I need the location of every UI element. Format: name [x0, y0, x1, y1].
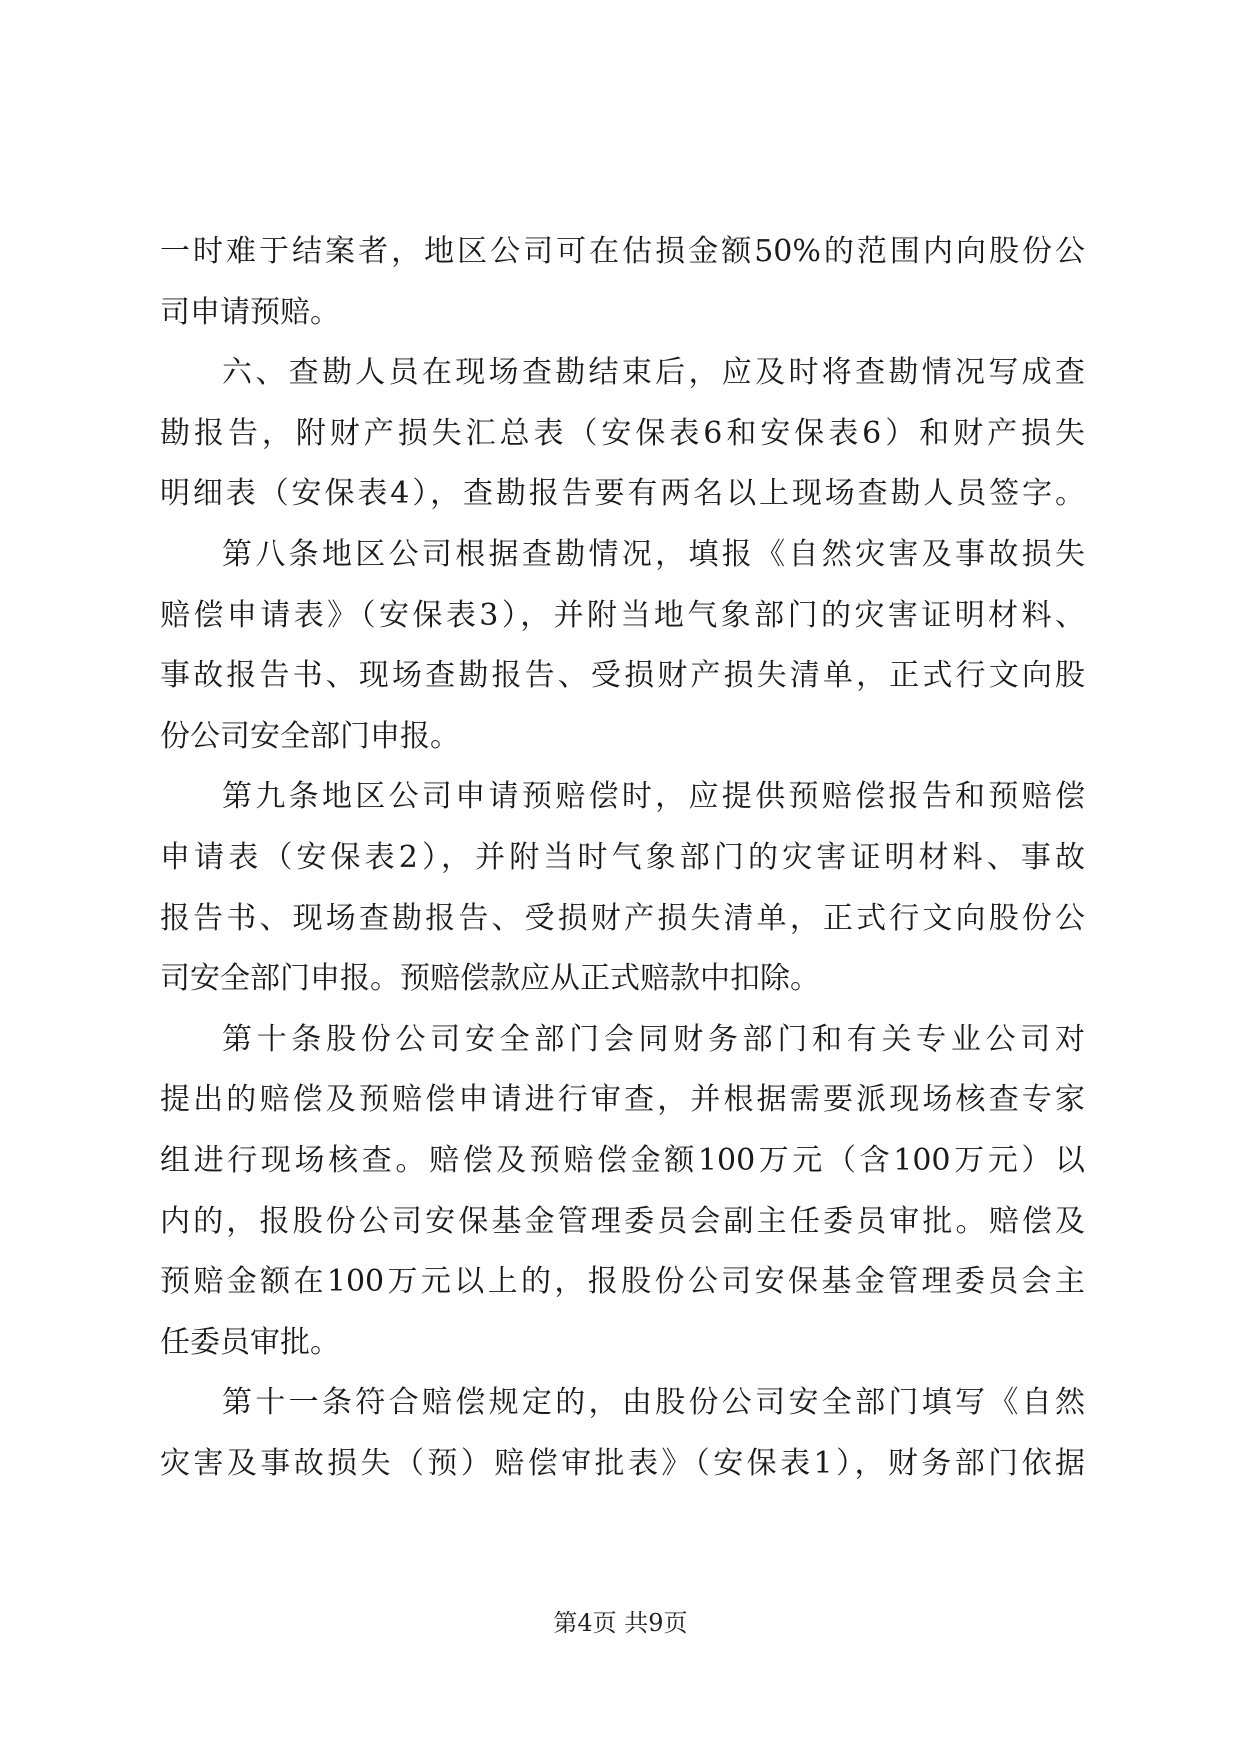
- document-body: [160, 222, 1085, 1494]
- text-line: 灾害及事故损失（预）赔偿审批表》（安保表1），财务部门依据: [160, 1445, 1085, 1481]
- text-line: 内的，报股份公司安保基金管理委员会副主任委员审批。赔偿及: [160, 1203, 1085, 1239]
- text-line: 第十一条符合赔偿规定的，由股份公司安全部门填写《自然: [222, 1385, 1085, 1421]
- text-line: 事故报告书、现场查勘报告、受损财产损失清单，正式行文向股: [160, 658, 1085, 694]
- text-line: 一时难于结案者，地区公司可在估损金额50%的范围内向股份公: [160, 234, 1085, 269]
- text-line: 报告书、现场查勘报告、受损财产损失清单，正式行文向股份公: [160, 900, 1085, 936]
- text-line: 组进行现场核查。赔偿及预赔偿金额100万元（含100万元）以: [160, 1142, 1085, 1178]
- text-line: 赔偿申请表》（安保表3），并附当地气象部门的灾害证明材料、: [160, 597, 1085, 633]
- text-line: 申请表（安保表2），并附当时气象部门的灾害证明材料、事故: [160, 839, 1085, 875]
- page-number-footer: 第4页 共9页: [553, 1609, 688, 1637]
- text-line: 六、查勘人员在现场查勘结束后，应及时将查勘情况写成查: [222, 355, 1085, 391]
- text-line: 第八条地区公司根据查勘情况，填报《自然灾害及事故损失: [222, 536, 1085, 572]
- text-line: 第十条股份公司安全部门会同财务部门和有关专业公司对: [222, 1021, 1085, 1057]
- text-line: 任委员审批。: [160, 1324, 340, 1360]
- text-line: 第九条地区公司申请预赔偿时，应提供预赔偿报告和预赔偿: [222, 779, 1085, 815]
- text-line: 司申请预赔。: [160, 294, 340, 330]
- text-line: 明细表（安保表4），查勘报告要有两名以上现场查勘人员签字。: [160, 476, 1085, 512]
- text-line: 份公司安全部门申报。: [160, 718, 460, 754]
- text-line: 勘报告，附财产损失汇总表（安保表6和安保表6）和财产损失: [160, 415, 1085, 451]
- text-line: 预赔金额在100万元以上的，报股份公司安保基金管理委员会主: [160, 1264, 1085, 1300]
- text-line: 司安全部门申报。预赔偿款应从正式赔款中扣除。: [160, 961, 820, 997]
- text-line: 提出的赔偿及预赔偿申请进行审查，并根据需要派现场核查专家: [160, 1082, 1085, 1118]
